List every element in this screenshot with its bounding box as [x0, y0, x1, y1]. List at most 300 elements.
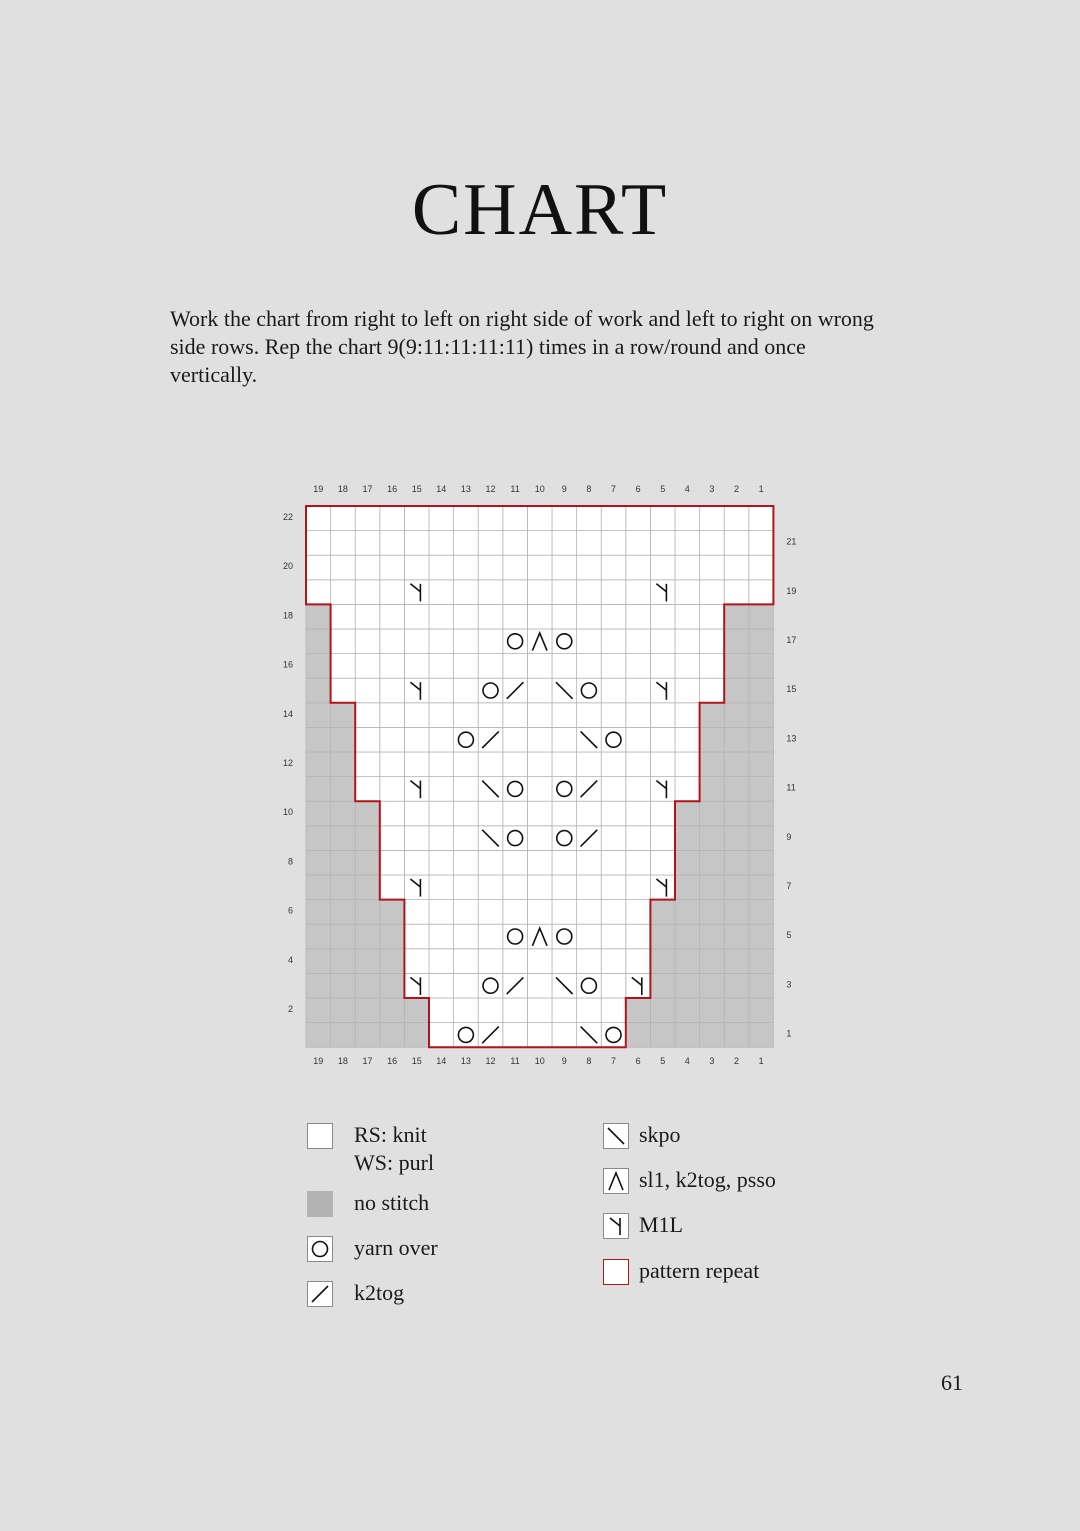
no-stitch-cell — [331, 949, 356, 974]
column-label-bottom: 8 — [586, 1056, 592, 1067]
knit-cell — [675, 580, 700, 605]
row-label-left: 8 — [287, 856, 293, 867]
knit-cell — [577, 949, 602, 974]
column-label-top: 6 — [635, 484, 641, 494]
column-label-bottom: 18 — [337, 1056, 348, 1067]
no-stitch-cell — [749, 998, 774, 1023]
knit-cell — [478, 850, 503, 875]
column-label-top: 11 — [510, 484, 520, 494]
column-label-bottom: 15 — [411, 1056, 422, 1067]
knit-cell — [503, 506, 528, 531]
no-stitch-cell — [675, 949, 700, 974]
row-label-left: 2 — [287, 1004, 293, 1014]
knit-cell — [454, 727, 479, 752]
knit-cell — [503, 654, 528, 679]
no-stitch-cell — [331, 752, 356, 777]
knit-cell — [552, 629, 577, 654]
no-stitch-cell — [306, 703, 331, 728]
knit-cell — [700, 506, 725, 531]
knit-cell — [675, 752, 700, 777]
knit-cell — [503, 949, 528, 974]
no-stitch-cell — [306, 604, 331, 629]
legend-k2tog — [307, 1281, 404, 1307]
knit-cell — [552, 752, 577, 777]
knit-cell — [577, 801, 602, 826]
knit-cell — [478, 752, 503, 777]
no-stitch-cell — [749, 850, 774, 875]
no-stitch-cell — [749, 777, 774, 802]
knit-cell — [724, 555, 749, 580]
knit-cell — [503, 604, 528, 629]
knit-cell — [478, 801, 503, 826]
knit-cell — [331, 580, 356, 605]
column-label-bottom: 12 — [485, 1056, 496, 1067]
knit-cell — [454, 555, 479, 580]
knit-cell — [429, 727, 454, 752]
knit-cell — [601, 703, 626, 728]
knit-cell — [675, 777, 700, 802]
knit-cell — [650, 703, 675, 728]
legend-pattern-repeat-label: pattern repeat — [639, 1258, 760, 1283]
no-stitch-cell — [749, 629, 774, 654]
knit-cell — [503, 555, 528, 580]
no-stitch-cell — [306, 801, 331, 826]
row-label-right: 7 — [786, 881, 792, 891]
no-stitch-cell — [404, 1023, 429, 1048]
knit-cell — [626, 506, 651, 531]
knit-cell — [601, 850, 626, 875]
knit-cell — [626, 727, 651, 752]
knit-cell — [650, 826, 675, 851]
column-label-top: 13 — [460, 484, 471, 494]
knit-cell — [454, 678, 479, 703]
no-stitch-cell — [749, 678, 774, 703]
knit-cell — [478, 580, 503, 605]
knit-cell — [454, 875, 479, 900]
no-stitch-cell — [749, 727, 774, 752]
knit-cell — [577, 703, 602, 728]
knit-cell — [552, 875, 577, 900]
knit-cell — [429, 826, 454, 851]
knit-cell — [700, 531, 725, 556]
row-label-left: 18 — [282, 610, 293, 621]
knit-cell — [626, 850, 651, 875]
knit-cell — [404, 924, 429, 949]
column-label-top: 12 — [485, 484, 496, 494]
no-stitch-cell — [675, 801, 700, 826]
no-stitch-cell — [380, 949, 405, 974]
knit-cell — [626, 826, 651, 851]
knit-cell — [306, 580, 331, 605]
m1l-icon — [603, 1213, 629, 1239]
no-stitch-cell — [724, 678, 749, 703]
knit-cell — [355, 703, 380, 728]
knit-cell — [650, 580, 675, 605]
no-stitch-cell — [306, 752, 331, 777]
no-stitch-cell — [724, 1023, 749, 1048]
knit-cell — [404, 850, 429, 875]
knit-cell — [429, 506, 454, 531]
column-label-top: 4 — [684, 484, 690, 494]
knit-cell — [700, 629, 725, 654]
knit-cell — [552, 703, 577, 728]
knit-cell — [527, 654, 552, 679]
no-stitch-cell — [650, 900, 675, 925]
no-stitch-cell — [749, 703, 774, 728]
knit-cell — [429, 973, 454, 998]
no-stitch-cell — [700, 703, 725, 728]
no-stitch-cell — [724, 777, 749, 802]
legend-yarn-over — [307, 1236, 438, 1262]
knit-cell — [675, 678, 700, 703]
knit-cell — [650, 654, 675, 679]
legend-m1l — [603, 1213, 683, 1239]
knit-cell — [577, 924, 602, 949]
knit-cell — [503, 998, 528, 1023]
row-label-right: 9 — [786, 831, 792, 842]
knit-cell — [454, 949, 479, 974]
knit-cell — [331, 506, 356, 531]
knit-cell — [577, 654, 602, 679]
no-stitch-cell — [355, 875, 380, 900]
knit-cell — [331, 604, 356, 629]
knit-cell — [552, 555, 577, 580]
no-stitch-cell — [724, 604, 749, 629]
no-stitch-cell — [675, 850, 700, 875]
knit-cell — [601, 826, 626, 851]
knit-cell — [527, 678, 552, 703]
no-stitch-cell — [380, 998, 405, 1023]
column-label-top: 5 — [660, 484, 666, 494]
knit-cell — [650, 752, 675, 777]
knit-cell — [404, 604, 429, 629]
column-label-top: 17 — [362, 484, 373, 494]
column-label-bottom: 13 — [460, 1056, 471, 1067]
no-stitch-cell — [675, 973, 700, 998]
knit-cell — [675, 604, 700, 629]
column-label-bottom: 19 — [313, 1056, 324, 1067]
knit-cell — [650, 555, 675, 580]
knit-cell — [675, 555, 700, 580]
no-stitch-cell — [306, 900, 331, 925]
knit-cell — [749, 555, 774, 580]
knit-cell — [626, 580, 651, 605]
knit-cell — [404, 727, 429, 752]
knit-cell — [454, 580, 479, 605]
no-stitch-cell — [355, 801, 380, 826]
knit-cell — [380, 703, 405, 728]
forward-slash-icon — [307, 1281, 333, 1307]
no-stitch-cell — [749, 1023, 774, 1048]
column-label-top: 16 — [387, 484, 398, 494]
no-stitch-cell — [331, 777, 356, 802]
knit-cell — [478, 875, 503, 900]
knit-cell — [503, 875, 528, 900]
knit-cell — [454, 531, 479, 556]
knit-cell — [626, 973, 651, 998]
knit-cell — [355, 678, 380, 703]
no-stitch-cell — [306, 629, 331, 654]
knit-cell — [552, 604, 577, 629]
knit-cell — [577, 678, 602, 703]
circle-icon — [307, 1236, 333, 1262]
page-number: 61 — [941, 1370, 963, 1395]
knit-cell — [454, 604, 479, 629]
knit-cell — [601, 752, 626, 777]
column-label-top: 7 — [610, 484, 617, 494]
knit-cell — [552, 998, 577, 1023]
knit-cell — [552, 850, 577, 875]
no-stitch-cell — [306, 973, 331, 998]
no-stitch-cell — [650, 924, 675, 949]
knit-cell — [527, 826, 552, 851]
knit-cell — [429, 654, 454, 679]
knit-cell — [380, 801, 405, 826]
knit-cell — [626, 678, 651, 703]
knit-cell — [429, 850, 454, 875]
row-label-right: 15 — [786, 684, 797, 695]
knit-cell — [749, 580, 774, 605]
knit-cell — [527, 973, 552, 998]
knit-cell — [650, 875, 675, 900]
knit-cell — [527, 850, 552, 875]
row-label-right: 13 — [786, 733, 797, 744]
knit-cell — [577, 629, 602, 654]
knit-cell — [454, 703, 479, 728]
knit-cell — [577, 555, 602, 580]
knit-cell — [503, 826, 528, 851]
no-stitch-cell — [306, 727, 331, 752]
knit-cell — [552, 580, 577, 605]
knit-cell — [675, 703, 700, 728]
knit-cell — [503, 531, 528, 556]
no-stitch-cell — [675, 998, 700, 1023]
knit-cell — [380, 875, 405, 900]
knit-cell — [429, 752, 454, 777]
knit-cell — [380, 654, 405, 679]
knit-cell — [700, 555, 725, 580]
knit-cell — [404, 801, 429, 826]
no-stitch-cell — [675, 1023, 700, 1048]
knit-cell — [527, 1023, 552, 1048]
no-stitch-cell — [306, 777, 331, 802]
knit-cell — [527, 555, 552, 580]
legend-knit-ws: WS: purl — [354, 1150, 435, 1175]
knit-cell — [626, 875, 651, 900]
knit-cell — [380, 580, 405, 605]
knit-cell — [601, 580, 626, 605]
knit-cell — [454, 506, 479, 531]
no-stitch-cell — [331, 1023, 356, 1048]
knit-cell — [478, 998, 503, 1023]
knit-cell — [429, 678, 454, 703]
knit-cell — [355, 555, 380, 580]
no-stitch-cell — [331, 850, 356, 875]
knit-cell — [626, 629, 651, 654]
no-stitch-cell — [306, 998, 331, 1023]
knit-cell — [478, 629, 503, 654]
knit-cell — [380, 777, 405, 802]
legend-knit-rs: RS: knit — [354, 1122, 427, 1147]
knit-cell — [552, 727, 577, 752]
knit-cell — [380, 727, 405, 752]
no-stitch-cell — [724, 703, 749, 728]
knit-cell — [601, 973, 626, 998]
knit-cell — [552, 1023, 577, 1048]
knit-cell — [454, 629, 479, 654]
knit-cell — [527, 531, 552, 556]
knit-cell — [355, 629, 380, 654]
knit-cell — [404, 629, 429, 654]
no-stitch-cell — [306, 924, 331, 949]
no-stitch-cell — [626, 1023, 651, 1048]
knit-cell — [577, 752, 602, 777]
column-label-top: 8 — [586, 484, 592, 494]
knit-cell — [626, 555, 651, 580]
knit-cell — [331, 531, 356, 556]
no-stitch-cell — [626, 998, 651, 1023]
knit-cell — [429, 1023, 454, 1048]
knit-cell — [527, 604, 552, 629]
knit-cell — [503, 924, 528, 949]
no-stitch-cell — [700, 826, 725, 851]
knit-cell — [552, 506, 577, 531]
no-stitch-cell — [355, 949, 380, 974]
no-stitch-cell — [724, 801, 749, 826]
knit-cell — [650, 777, 675, 802]
column-label-top: 18 — [337, 484, 348, 494]
knit-cell — [404, 949, 429, 974]
knit-cell — [626, 777, 651, 802]
knit-cell — [380, 506, 405, 531]
knit-cell — [429, 949, 454, 974]
knit-cell — [527, 900, 552, 925]
knit-cell — [552, 826, 577, 851]
knit-cell — [429, 629, 454, 654]
no-stitch-cell — [306, 949, 331, 974]
column-label-bottom: 9 — [561, 1056, 567, 1067]
knit-cell — [650, 506, 675, 531]
no-stitch-cell — [700, 924, 725, 949]
knit-cell — [478, 654, 503, 679]
knit-cell — [650, 629, 675, 654]
knit-cell — [527, 703, 552, 728]
no-stitch-cell — [355, 1023, 380, 1048]
knit-cell — [404, 900, 429, 925]
knit-cell — [552, 949, 577, 974]
knit-cell — [527, 998, 552, 1023]
knit-cell — [552, 924, 577, 949]
knit-cell — [429, 555, 454, 580]
no-stitch-cell — [306, 654, 331, 679]
knit-cell — [577, 875, 602, 900]
knit-cell — [478, 900, 503, 925]
knit-cell — [724, 506, 749, 531]
column-label-bottom: 11 — [510, 1056, 520, 1067]
knit-cell — [355, 506, 380, 531]
knit-cell — [601, 506, 626, 531]
no-stitch-cell — [675, 875, 700, 900]
legend-knit — [307, 1123, 434, 1177]
knit-cell — [503, 801, 528, 826]
knit-cell — [355, 654, 380, 679]
column-label-top: 1 — [758, 484, 764, 494]
knit-cell — [380, 604, 405, 629]
column-label-bottom: 1 — [758, 1056, 764, 1067]
knit-cell — [577, 900, 602, 925]
knit-cell — [527, 777, 552, 802]
knit-cell — [355, 777, 380, 802]
knit-cell — [626, 949, 651, 974]
no-stitch-cell — [749, 752, 774, 777]
no-stitch-cell — [724, 900, 749, 925]
knit-cell — [404, 875, 429, 900]
no-stitch-cell — [700, 727, 725, 752]
knit-cell — [577, 531, 602, 556]
knit-cell — [478, 604, 503, 629]
knit-cell — [478, 506, 503, 531]
knit-cell — [675, 531, 700, 556]
no-stitch-cell — [700, 973, 725, 998]
legend-sl1-k2tog-psso-label: sl1, k2tog, psso — [639, 1167, 776, 1192]
knit-cell — [380, 531, 405, 556]
column-label-top: 9 — [561, 484, 567, 494]
knit-cell — [577, 973, 602, 998]
knitting-chart — [270, 475, 810, 1075]
knit-cell — [404, 826, 429, 851]
knit-cell — [749, 531, 774, 556]
no-stitch-cell — [306, 678, 331, 703]
knit-cell — [429, 998, 454, 1023]
no-stitch-cell — [724, 949, 749, 974]
no-stitch-cell — [331, 924, 356, 949]
knit-cell — [306, 555, 331, 580]
no-stitch-cell — [355, 826, 380, 851]
knit-cell — [429, 875, 454, 900]
no-stitch-cell — [650, 949, 675, 974]
knit-cell — [552, 531, 577, 556]
knit-cell — [503, 629, 528, 654]
knit-cell — [454, 900, 479, 925]
no-stitch-cell — [724, 850, 749, 875]
knit-cell — [601, 629, 626, 654]
knit-cell — [650, 727, 675, 752]
knit-cell — [478, 924, 503, 949]
knit-cell — [355, 531, 380, 556]
knit-cell — [601, 949, 626, 974]
no-stitch-cell — [355, 900, 380, 925]
knit-cell — [601, 555, 626, 580]
no-stitch-cell — [355, 973, 380, 998]
no-stitch-cell — [650, 998, 675, 1023]
knit-cell — [601, 875, 626, 900]
knit-cell — [601, 777, 626, 802]
no-stitch-cell — [724, 629, 749, 654]
knit-cell — [331, 555, 356, 580]
legend-sl1-k2tog-psso — [603, 1168, 776, 1194]
knit-cell — [454, 777, 479, 802]
legend-no-stitch — [307, 1191, 429, 1217]
knit-cell — [503, 1023, 528, 1048]
no-stitch-cell — [306, 826, 331, 851]
column-label-bottom: 3 — [709, 1056, 715, 1067]
row-label-left: 14 — [282, 708, 293, 719]
no-stitch-cell — [749, 900, 774, 925]
column-label-bottom: 10 — [534, 1056, 545, 1067]
column-label-bottom: 17 — [362, 1056, 373, 1067]
row-label-left: 20 — [282, 561, 293, 572]
knit-cell — [429, 924, 454, 949]
